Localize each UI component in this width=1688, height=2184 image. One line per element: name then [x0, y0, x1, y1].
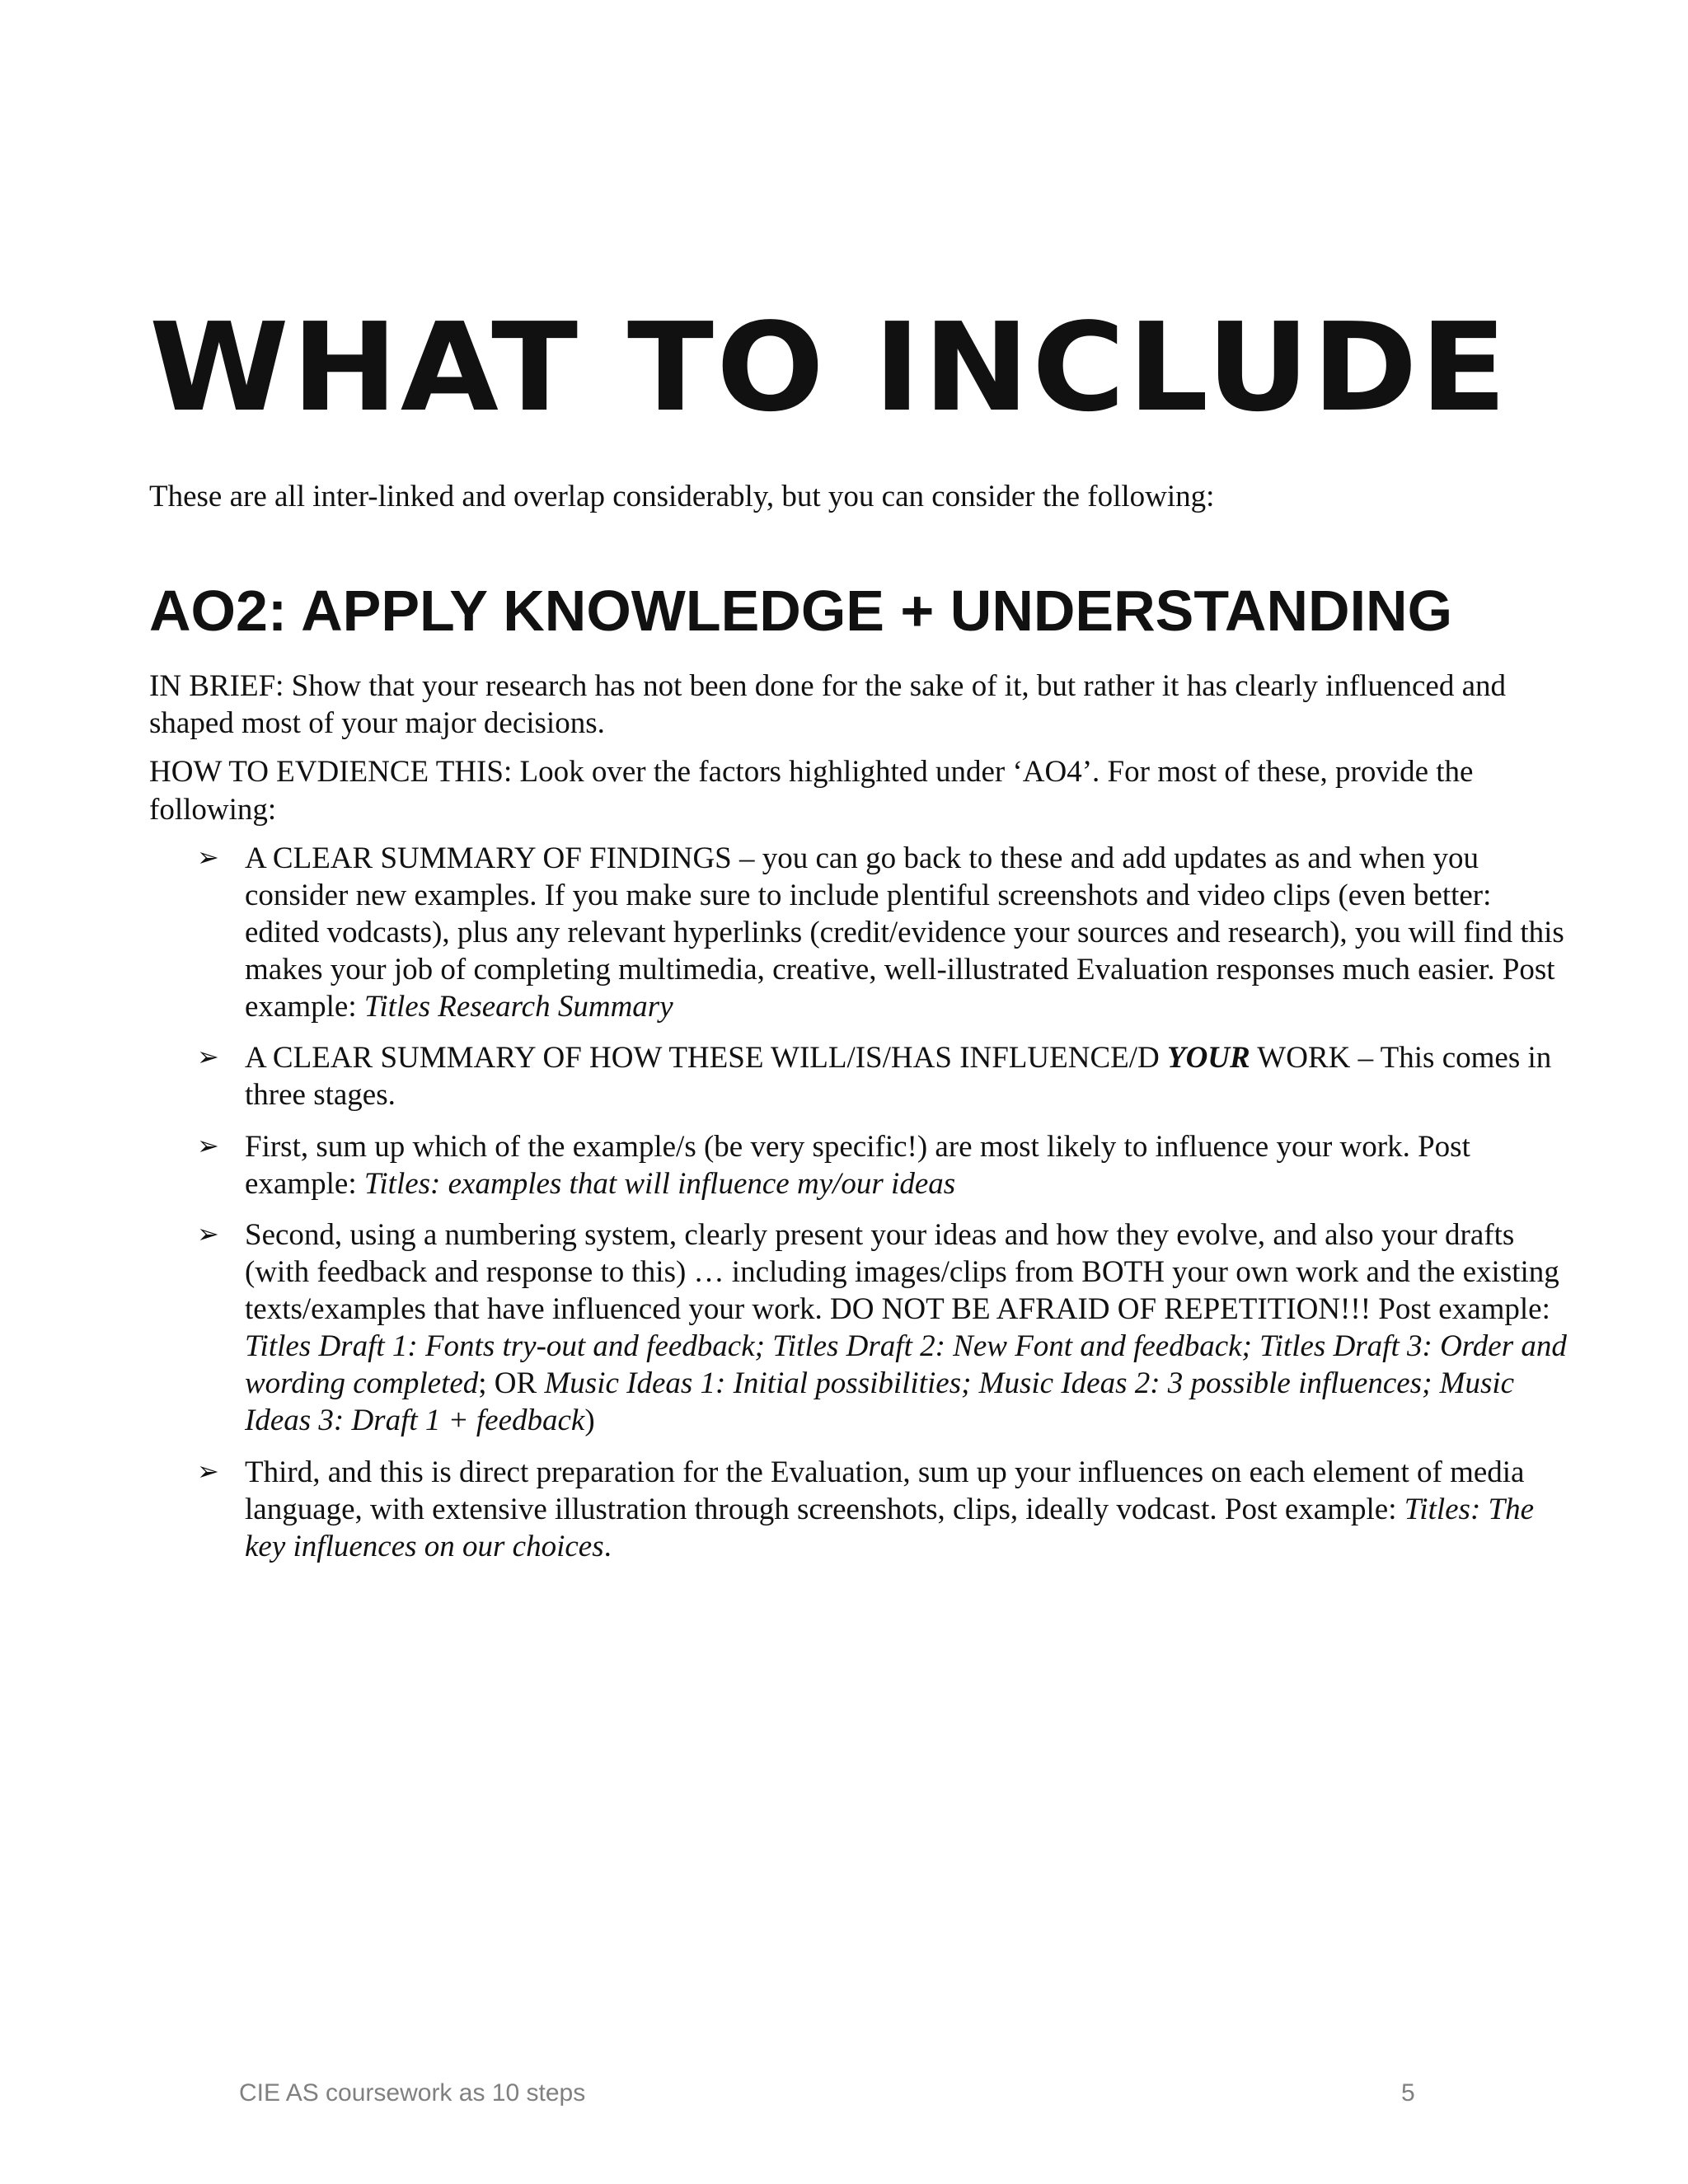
bullet-text: First, sum up which of the example/s (be very specific!) are most likely to influence your work. Post example:	[245, 1129, 1470, 1201]
footer-text: CIE AS coursework as 10 steps	[239, 2079, 586, 2107]
list-item	[197, 840, 1567, 1026]
page-content	[149, 297, 1567, 1579]
bullet-text-end: WORK – This comes in three stages.	[245, 1041, 1552, 1113]
list-item	[197, 1216, 1567, 1440]
list-item	[197, 1039, 1567, 1113]
arrow-bullet-icon: ➢	[197, 841, 219, 873]
bullet-text-end: )	[584, 1404, 595, 1438]
bullet-text-middle: ; OR	[478, 1366, 545, 1401]
bullet-text: A CLEAR SUMMARY OF HOW THESE WILL/IS/HAS INFLUENCE/D	[245, 1041, 1167, 1076]
post-example-title: Titles Research Summary	[363, 990, 673, 1024]
bullet-text: Second, using a numbering system, clearly present your ideas and how they evolve, and also your drafts (with feedback and response to this) … including images/clips from BOTH your own work and the existing texts/examples that have influenced your work. DO NOT BE AFRAID OF REPETITION!!! Post example:	[245, 1217, 1559, 1326]
intro-paragraph: These are all inter-linked and overlap considerably, but you can consider the following:	[149, 480, 1215, 513]
emphasis-text: YOUR	[1166, 1041, 1250, 1076]
arrow-bullet-icon: ➢	[197, 1129, 219, 1161]
post-example-music: Music Ideas 1: Initial possibilities; Music Ideas 2: 3 possible influences; Music Ideas 3: Draft 1 + feedback	[245, 1366, 1515, 1438]
bullet-text: A CLEAR SUMMARY OF FINDINGS – you can go back to these and add updates as and when you consider new examples. If you make sure to include plentiful screenshots and video clips (even better: edited vodcasts), plus any relevant hyperlinks (credit/evidence your sources and research), you will find this makes your job of completing multimedia, creative, well-illustrated Evaluation responses much easier. Post example:	[245, 841, 1564, 1024]
list-item	[197, 1454, 1567, 1565]
post-example-title: Titles: The key influences on our choices	[245, 1492, 1535, 1563]
post-example-titles: Titles Draft 1: Fonts try-out and feedback; Titles Draft 2: New Font and feedback; Titles Draft 3: Order and wording completed	[245, 1329, 1567, 1401]
page-title: WHAT TO INCLUDE	[149, 297, 1510, 438]
section-heading: AO2: APPLY KNOWLEDGE + UNDERSTANDING	[149, 579, 1453, 644]
list-item	[197, 1128, 1567, 1202]
bullet-list	[149, 840, 1567, 1565]
bullet-text: Third, and this is direct preparation for the Evaluation, sum up your influences on each element of media language, with extensive illustration through screenshots, clips, ideally vodcast. Post example:	[245, 1455, 1525, 1526]
how-to-evidence-paragraph: HOW TO EVDIENCE THIS: Look over the factors highlighted under ‘AO4’. For most of these, provide the following:	[149, 755, 1474, 827]
page-number: 5	[1401, 2079, 1415, 2107]
arrow-bullet-icon: ➢	[197, 1041, 219, 1073]
arrow-bullet-icon: ➢	[197, 1217, 219, 1249]
post-example-title: Titles: examples that will influence my/our ideas	[363, 1166, 956, 1201]
bullet-text-end: .	[603, 1529, 612, 1563]
in-brief-paragraph: IN BRIEF: Show that your research has not been done for the sake of it, but rather it has clearly influenced and shaped most of your major decisions.	[149, 669, 1506, 741]
arrow-bullet-icon: ➢	[197, 1455, 219, 1487]
